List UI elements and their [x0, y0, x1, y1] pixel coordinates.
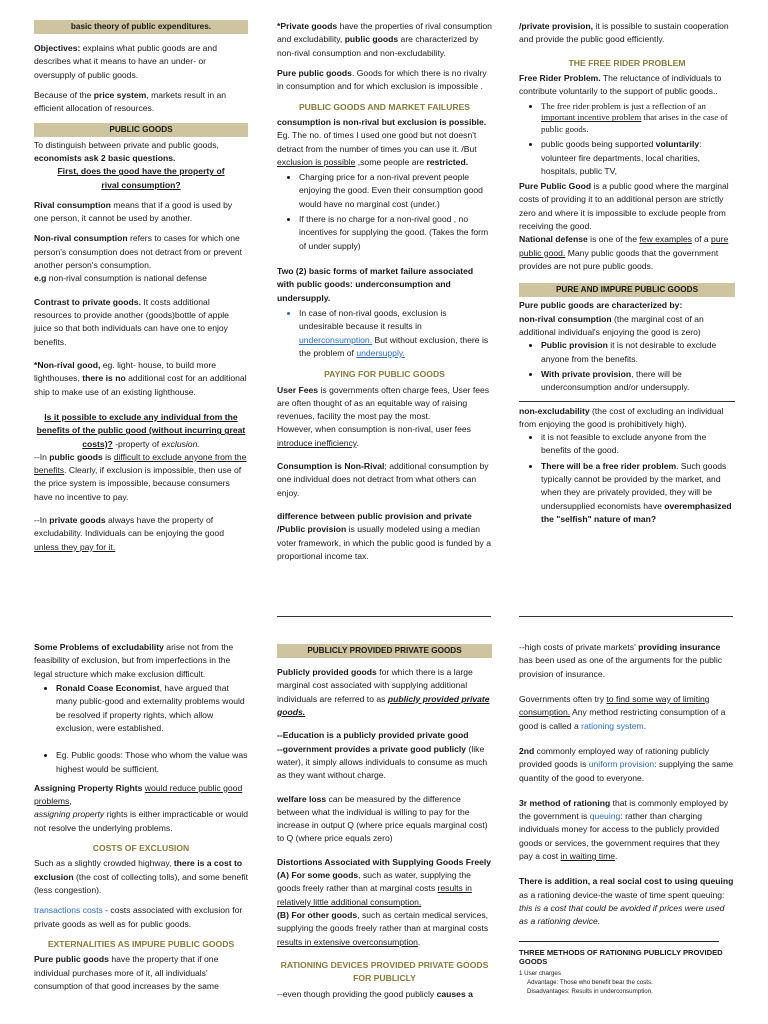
consumption-nonrival-text: ; additional consumption by one individual does not detract from what others can enjoy. — [277, 461, 489, 498]
third-method-text: that is commonly employed by the government is — [519, 797, 729, 822]
list-item — [299, 307, 492, 360]
public-goods-is: is — [102, 451, 114, 462]
pure-public-goods-text: have the property that if one individual purchases more of it, all individuals' consumption of that good increases by the same — [34, 954, 219, 991]
high-costs-bold: providing insurance — [638, 642, 721, 652]
private-goods-term: *Private goods — [277, 21, 338, 31]
underconsumption-link[interactable]: underconsumption. — [299, 334, 373, 345]
nonexcludability-list — [519, 431, 735, 526]
section-header-paying: PAYING FOR PUBLIC GOODS — [324, 369, 445, 380]
national-defense-text-3: Many public goods that the government provides are not pure public goods. — [519, 247, 719, 271]
user-fees-end: . — [356, 437, 359, 448]
governments-text-2: Any method restricting consumption of a good is called a — [519, 707, 726, 731]
uniform-provision-link[interactable]: uniform provision — [588, 759, 655, 770]
public-goods-text: --In — [34, 451, 50, 462]
difference-term: difference between public provision and private /Public provision — [277, 511, 472, 535]
rationing-methods-box — [519, 948, 735, 997]
list-item-bold: There will be a free rider problem — [541, 460, 677, 471]
national-defense-underlined-2: pure public good. — [519, 234, 729, 258]
private-provision-text: it is possible to sustain cooperation and provide the public good efficiently. — [519, 21, 729, 45]
private-provision-term: /private provision, — [519, 21, 594, 31]
private-goods-text-mid: always have the property of excludability. Individuals can be enjoying the good — [34, 515, 224, 539]
publicly-provided-term: Publicly provided goods — [277, 667, 377, 677]
private-goods-underlined: unless they pay for it. — [34, 541, 116, 552]
list-item: • it is not feasible to exclude anyone from the benefits of the good. — [541, 431, 735, 458]
rationing-method-1-disadvantage: Disadvantages: Results in underconsumption. — [527, 987, 653, 995]
rationing-method-1: 1 User charges — [519, 970, 561, 978]
nonrival-consumption-term: non-rival consumption — [519, 313, 612, 324]
some-goods-underlined: results in relatively little additional consumption. — [277, 883, 472, 907]
distortions-heading: Distortions Associated with Supplying Goods Freely — [277, 856, 492, 867]
government-text: (like water), it simply allows individuals to consume as much as they want without charge. — [277, 743, 488, 781]
nonrival-good-text: eg. light- house, to build more lighthouses, — [34, 359, 216, 384]
queuing-cost-term: There is addition, a real social cost to using queuing — [519, 876, 734, 887]
contrast-term: Contrast to private goods. — [34, 296, 141, 307]
column-1-bottom — [34, 641, 248, 1000]
nonrival-exclusion-bold: restricted. — [426, 156, 469, 167]
pure-public-goods-text: . Goods for which there is no rivalry in consumption and for which exclusion is impossible . — [277, 67, 487, 92]
other-goods-underlined: results in extensive overconsumption — [277, 936, 418, 947]
education-text: --Education is a publicly provided private good — [277, 730, 469, 741]
public-goods-term: public goods — [49, 451, 103, 462]
section-header-public-goods: PUBLIC GOODS — [34, 123, 248, 137]
nonrival-exclusion-text-2: ,some people are — [355, 156, 427, 167]
distinguish-text: To distinguish between private and public goods, — [34, 139, 219, 150]
nonrival-exclusion-underlined: exclusion is possible — [277, 156, 356, 167]
pure-public-goods-term: Pure public goods — [277, 67, 352, 78]
third-method-end: . — [615, 851, 618, 862]
free-rider-term: Free Rider Problem. — [519, 72, 601, 83]
governments-end: . — [643, 720, 647, 731]
public-goods-underlined: difficult to exclude anyone from the benefits — [34, 451, 247, 476]
even-though-bold: causes a — [436, 988, 473, 999]
list-item-text-2: that arises in the case of public goods. — [541, 112, 728, 135]
publicly-provided-emphasis: publicly provided private goods. — [277, 693, 490, 717]
list-item-text-2: But without exclusion, there is the problem of — [299, 334, 489, 358]
user-fees-text: is governments often charge fees, User fees are often thought of as an equitable way of raising revenues, facility the most pay the most. — [277, 384, 490, 422]
assigning-property-italic: assigning property — [34, 809, 105, 820]
property-rights-underlined: would reduce public good problems — [34, 782, 243, 807]
column-1-top — [34, 20, 248, 561]
nonrival-term: Non-rival consumption — [34, 233, 128, 244]
consumption-nonrival-term: Consumption is Non-Rival — [277, 461, 385, 472]
user-fees-text-2: However, when consumption is non-rival, user fees — [277, 424, 471, 435]
third-method-term: 3r method of rationing — [519, 797, 611, 808]
section-header-externalities: EXTERNALITIES AS IMPURE PUBLIC GOODS — [47, 938, 235, 949]
nonrival-consumption-text: (the marginal cost of an additional individual's enjoying the good is zero) — [519, 313, 704, 337]
eg-label: e.g — [34, 273, 47, 284]
list-item — [56, 682, 248, 735]
exclusion-question-text: -property of — [112, 438, 162, 449]
pure-public-good-term: Pure Public Good — [519, 181, 592, 192]
divider — [519, 401, 735, 402]
property-rights-comma: , — [69, 796, 72, 807]
list-item — [541, 368, 735, 395]
two-forms-list — [277, 307, 492, 360]
second-method-text-2: : supplying the same quantity of the good to everyone. — [519, 759, 734, 783]
free-rider-text: The reluctance of individuals to contribute voluntarily to the support of public goods.. — [519, 72, 722, 97]
objectives-text: explains what public goods are and describes what it means to have an under- or oversupply of public goods. — [34, 43, 217, 80]
distinguish-bold: economists ask 2 basic questions. — [34, 152, 176, 163]
government-term: --government provides a private good publicly — [277, 743, 467, 754]
rationing-method-1-advantage: Advantage: Those who benefit bear the costs. — [527, 979, 653, 987]
characterized-text: Pure public goods are characterized by: — [519, 300, 683, 311]
queuing-cost-text: as a rationing device-the waste of time spent queuing: — [519, 889, 725, 900]
coase-list — [34, 682, 248, 776]
nonrival-good-term: *Non-rival good, — [34, 359, 101, 370]
national-defense-text-2: of a — [691, 234, 712, 245]
governments-underlined: to find some way of limiting consumption. — [519, 693, 710, 718]
welfare-loss-text: can be measured by the difference between what the individual is willing to pay for the increase in output Q (where price equals marginal cost) to Q (where price equals zero) — [277, 793, 488, 844]
publicly-provided-text: for which there is a large marginal cost associated with supplying additional individuals are referred to as — [277, 667, 473, 704]
divider — [519, 616, 733, 617]
list-item-text: In case of non-rival goods, exclusion is undesirable because it results in — [299, 307, 447, 332]
third-method-underlined: in waiting time — [560, 851, 616, 862]
list-item — [541, 339, 735, 366]
nonrival-exclusion-text: Eg. The no. of times I used one good but not doesn't detract from the number of times you can use it. /But — [277, 130, 477, 154]
list-item-bold: voluntarily — [655, 139, 700, 150]
market-failure-list — [277, 171, 492, 253]
exclusion-question: Is it possible to exclude any individual from the benefits of the public good (without incurring great costs)? — [36, 411, 246, 449]
costs-exclusion-text: Such as a slightly crowded highway, — [34, 858, 174, 869]
pure-goods-list — [519, 339, 735, 394]
first-question: First, does the good have the property of rival consumption? — [57, 166, 225, 190]
section-header-rationing-devices: RATIONING DEVICES PROVIDED PRIVATE GOODS FOR PUBLICLY — [280, 959, 489, 984]
second-method-term: 2nd — [519, 745, 535, 756]
exclusion-question-italic: exclusion. — [161, 438, 200, 449]
list-item-bold: Public provision — [541, 340, 608, 351]
national-defense-text: is one of the — [587, 234, 640, 245]
rival-text: means that if a good is used by one person, it cannot be used by another. — [34, 199, 233, 224]
difference-text: is usually modeled using a median voter framework, in which the public good is funded by a proportional income tax. — [277, 524, 492, 561]
other-goods-text: , such as certain medical services, supplying the goods freely rather than at marginal costs — [277, 910, 489, 934]
national-defense-underlined: few examples — [639, 234, 692, 245]
list-item-bold-2: overemphasized the "selfish" nature of man? — [541, 500, 732, 524]
list-item-text: . Such goods typically cannot be provided by the market, and when they are privately provided, they will be undersupplied economists have — [541, 460, 727, 511]
welfare-loss-term: welfare loss — [277, 793, 327, 804]
free-rider-list — [519, 101, 735, 179]
list-item-text: , have argued that many public-good and externality problems would be resolved if property rights, which allow exclusion, were established. — [56, 682, 245, 733]
eg-text: non-rival consumption is national defense — [46, 273, 207, 284]
private-goods-text: --In — [34, 515, 50, 526]
divider — [277, 616, 491, 617]
excludability-problems-term: Some Problems of excludability — [34, 642, 164, 652]
list-item-text-2: : volunteer fire departments, local charities, hospitals, public TV, — [541, 139, 702, 176]
transactions-costs-text: - costs associated with exclusion for private goods as well as for public goods. — [34, 905, 243, 929]
costs-exclusion-text-2: (the cost of collecting tolls), and some benefit (less congestion). — [34, 871, 249, 895]
list-item-bold: With private provision — [541, 368, 632, 379]
governments-text: Governments often try — [519, 693, 607, 704]
column-3-top — [519, 20, 735, 532]
public-goods-text: are characterized by non-rival consumption and non-excludability. — [277, 34, 479, 58]
even-though-text: --even though providing the good publicly — [277, 988, 437, 999]
contrast-text: It costs additional resources to provide another (goods)bottle of apple juice so that both individuals can have one to enjoy benefits. — [34, 296, 229, 347]
list-item-text: it is not desirable to exclude anyone from the benefits. — [541, 340, 717, 364]
list-item — [541, 138, 735, 178]
section-header-free-rider: THE FREE RIDER PROBLEM — [568, 57, 686, 68]
nonrival-text: refers to cases for which one person's consumption does not detract from or prevent another person's consumption. — [34, 233, 242, 271]
section-header-costs-exclusion: COSTS OF EXCLUSION — [92, 843, 190, 854]
price-system-text-end: , markets result in an efficient allocation of resources. — [34, 89, 227, 114]
list-item: • Charging price for a non-rival prevent people enjoying the good. Even their consumption good would have no marginal cost (under.) — [299, 171, 492, 211]
column-2-top — [277, 20, 492, 570]
nonrival-good-bold: there is no — [82, 373, 126, 384]
public-goods-text-end: . Clearly, if exclusion is impossible, then use of the price system is impossible, because consumers have no incentive to pay. — [34, 465, 242, 502]
list-item-underlined: important incentive problem — [541, 112, 642, 123]
list-item-text: public goods being supported — [541, 139, 656, 150]
high-costs-text-2: has been used as one of the arguments for the public provision of insurance. — [519, 655, 723, 679]
section-header-publicly-provided: PUBLICLY PROVIDED PRIVATE GOODS — [277, 644, 492, 658]
excludability-problems-text: arise not from the feasibility of exclusion, but from imperfections in the legal structure which make exclusion difficult. — [34, 642, 234, 679]
list-item-text: , there will be underconsumption and/or undersupply. — [541, 368, 690, 393]
price-system-text: Because of the — [34, 89, 94, 100]
private-goods-text: have the properties of rival consumption and excludability, — [277, 21, 492, 45]
second-method-text: commonly employed way of rationing publicly provided goods is — [519, 745, 710, 770]
column-3-bottom — [519, 641, 735, 996]
column-2-bottom — [277, 644, 492, 1008]
nonexcludability-text: (the cost of excluding an individual from enjoying the good is prohibitively high). — [519, 405, 724, 429]
user-fees-term: User Fees — [277, 384, 319, 395]
assigning-property-text: rights is either impracticable or would not resolve the underlying problems. — [34, 809, 248, 833]
nonrival-good-text-end: additional cost for an additional ship to make use of an existing lighthouse. — [34, 373, 247, 397]
rationing-methods-title: THREE METHODS OF RATIONING PUBLICLY PROVIDED GOODS — [519, 947, 723, 967]
nonrival-exclusion-term: consumption is non-rival but exclusion is possible. — [277, 116, 487, 127]
list-item-bold: Ronald Coase Economist — [56, 682, 160, 693]
list-item: • If there is no charge for a non-rival good , no incentives for supplying the good. (Takes the form of under supply) — [299, 213, 492, 253]
public-goods-term: public goods — [344, 34, 399, 45]
price-system-term: price system — [93, 89, 147, 100]
other-goods-term: (B) For other goods — [277, 910, 358, 920]
two-forms-text: Two (2) basic forms of market failure associated with public goods: underconsumption and undersupply. — [277, 266, 474, 303]
rationing-system-link[interactable]: rationing system — [581, 720, 644, 731]
rival-term: Rival consumption — [34, 199, 111, 210]
divider — [519, 941, 719, 942]
national-defense-term: National defense — [519, 234, 588, 245]
section-header-market-failures: PUBLIC GOODS AND MARKET FAILURES — [298, 101, 471, 112]
high-costs-text: --high costs of private markets' — [519, 642, 639, 652]
transactions-costs-link[interactable]: transactions costs — [34, 905, 103, 916]
some-goods-term: (A) For some goods — [277, 870, 359, 881]
list-item: • Eg. Public goods: Those who whom the value was highest would be sufficient. — [56, 749, 248, 776]
user-fees-underlined: introduce inefficiency — [277, 437, 357, 448]
costs-exclusion-bold: there is a cost to exclusion — [34, 858, 243, 882]
section-header-basic-theory: basic theory of public expenditures. — [34, 20, 248, 34]
list-item — [541, 101, 735, 137]
section-header-pure-impure: PURE AND IMPURE PUBLIC GOODS — [519, 283, 735, 297]
nonexcludability-term: non-excludability — [519, 405, 590, 416]
objectives-label: Objectives: — [34, 43, 81, 53]
third-method-text-2: : rather than charging individuals money for access to the publicly provided goods or services, the government requires that they pay a cost — [519, 811, 720, 862]
other-goods-end: . — [417, 936, 421, 947]
undersupply-link[interactable]: undersupply. — [356, 347, 405, 358]
list-item-text: The free rider problem is just a reflection of an — [541, 100, 706, 111]
pure-public-goods-term: Pure public goods — [34, 954, 109, 965]
private-goods-term: private goods — [49, 515, 106, 526]
queuing-cost-italic: this is a cost that could be avoided if prices were used as a rationing device. — [519, 903, 725, 927]
queuing-link[interactable]: queuing — [589, 811, 621, 822]
pure-public-good-text: is a public good where the marginal costs of providing it to an additional person are strictly zero and where it is impossible to exclude people from receiving the good. — [519, 181, 729, 232]
property-rights-term: Assigning Property Rights — [34, 782, 143, 793]
list-item — [541, 460, 735, 527]
some-goods-text: , such as water, supplying the goods freely rather than at marginal costs — [277, 870, 471, 894]
